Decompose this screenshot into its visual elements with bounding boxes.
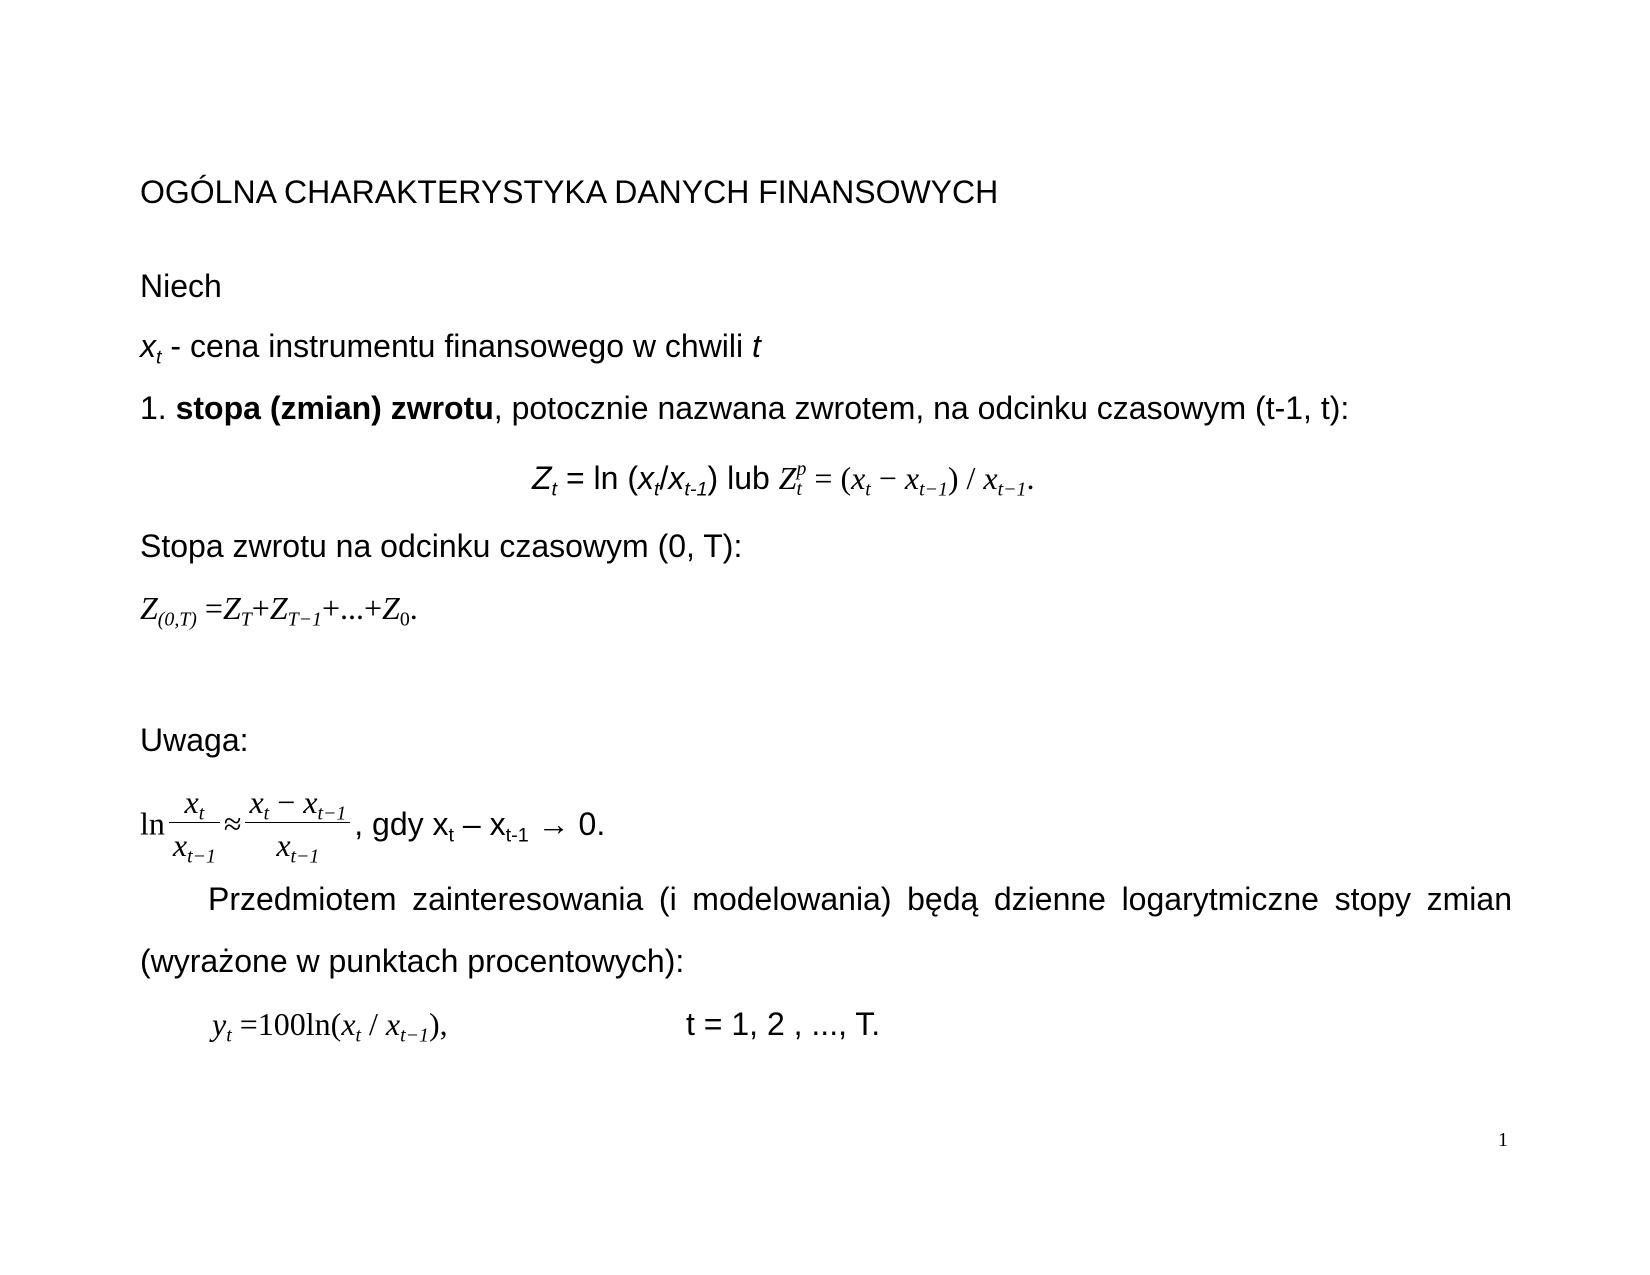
formula-approximation [140, 784, 606, 868]
plus-ellipsis: +...+ [321, 590, 383, 626]
item-bold-term: stopa (zmian) zwrotu [175, 390, 494, 426]
gdy-end: → 0. [528, 805, 606, 842]
ln: ln [140, 805, 165, 842]
xb-sub: t−1 [919, 478, 948, 501]
gdy-clause [354, 805, 606, 846]
y-sub: t [226, 1024, 232, 1047]
rhs-open: = ( [806, 459, 852, 496]
gdy-mid: – x [454, 805, 506, 842]
den2-sub: t−1 [290, 845, 320, 868]
den2: x [276, 827, 291, 863]
den1: x [172, 827, 188, 863]
num1-sub: t [198, 802, 205, 825]
num2b-sub: t−1 [317, 802, 347, 825]
var-x: x [140, 328, 156, 364]
z-T-sub: T [240, 608, 252, 631]
formula-return [532, 460, 1034, 500]
z-sub: t [551, 478, 558, 501]
close-paren: ), [428, 1006, 448, 1042]
x1: x [637, 459, 654, 496]
zp: Z [778, 459, 797, 496]
z-0: Z [382, 590, 400, 626]
var-t: t [752, 328, 761, 364]
xc: x [983, 459, 998, 496]
z-total: Z [140, 590, 158, 626]
eq-ln: = ln ( [557, 459, 638, 496]
minus: − [870, 459, 905, 496]
num2a-sub: t [263, 802, 270, 825]
y: y [212, 1006, 227, 1042]
plus: + [251, 590, 270, 626]
eq: = [196, 590, 223, 626]
x2-sub: t−1 [400, 1024, 429, 1047]
formula-cumulative [140, 590, 418, 631]
x1-sub: t [355, 1024, 362, 1047]
rhs-close: ) / [947, 459, 984, 496]
z-T-1-sub: T−1 [287, 608, 322, 631]
zp-supsub [796, 460, 806, 500]
paragraph-subject: Przedmiotem zainteresowania (i modelowania) będą dzienne logarytmiczne stopy zmian (wyrażone w punktach procentowych): [140, 881, 1512, 979]
gdy-sub-1: t [448, 823, 455, 846]
page-number: 1 [1498, 1129, 1508, 1151]
x2: x [668, 459, 685, 496]
slash: / [361, 1006, 386, 1042]
fraction-1-denominator [169, 823, 220, 868]
xa: x [851, 459, 866, 496]
var-x-sub: t [156, 346, 162, 369]
xc-sub: t−1 [997, 478, 1027, 501]
gdy-text: , gdy x [354, 805, 449, 842]
item-1 [140, 392, 1349, 424]
page-title: OGÓLNA CHARAKTERYSTYKA DANYCH FINANSOWYCH [140, 174, 999, 210]
num2-minus: − [269, 784, 304, 820]
lub-text: ) lub [707, 459, 779, 496]
fraction-1-numerator [169, 786, 220, 823]
slash: / [659, 459, 669, 496]
gdy-sub-2: t-1 [505, 823, 529, 846]
niech-label: Niech [140, 268, 222, 304]
fraction-2-denominator [245, 823, 350, 868]
period: . [1026, 459, 1035, 496]
x2: x [385, 1006, 401, 1042]
eq-100ln: =100ln( [231, 1006, 342, 1042]
num2b: x [303, 784, 318, 820]
num2a: x [249, 784, 264, 820]
z-T: Z [222, 590, 241, 626]
stopa-zwrotu-line: Stopa zwrotu na odcinku czasowym (0, T): [140, 528, 743, 564]
period: . [409, 590, 418, 626]
xb: x [904, 459, 920, 496]
item-number: 1. [140, 390, 176, 426]
xa-sub: t [865, 478, 871, 501]
zp-sup: p [796, 458, 807, 480]
z: Z [532, 459, 552, 496]
fraction-2 [245, 784, 350, 868]
z-total-sub: (0,T) [157, 608, 197, 631]
zp-sub: t [796, 477, 802, 500]
num1: x [184, 784, 199, 820]
x2-sub: t-1 [684, 478, 708, 501]
definition-x [140, 328, 761, 369]
fraction-2-numerator [245, 786, 350, 823]
formula-log-returns [212, 1006, 448, 1047]
z-T-1: Z [269, 590, 288, 626]
x1-sub: t [653, 478, 660, 501]
uwaga-label: Uwaga: [140, 722, 249, 758]
definition-text: - cena instrumentu finansowego w chwili [161, 328, 753, 364]
approx-sign: ≈ [223, 805, 242, 842]
item-text: , potocznie nazwana zwrotem, na odcinku czasowym (t-1, t): [493, 390, 1350, 426]
index-range: t = 1, 2 , ..., T. [686, 1006, 881, 1042]
x1: x [341, 1006, 356, 1042]
fraction-1 [169, 784, 220, 868]
z-0-sub: 0 [399, 608, 410, 631]
den1-sub: t−1 [187, 845, 216, 868]
